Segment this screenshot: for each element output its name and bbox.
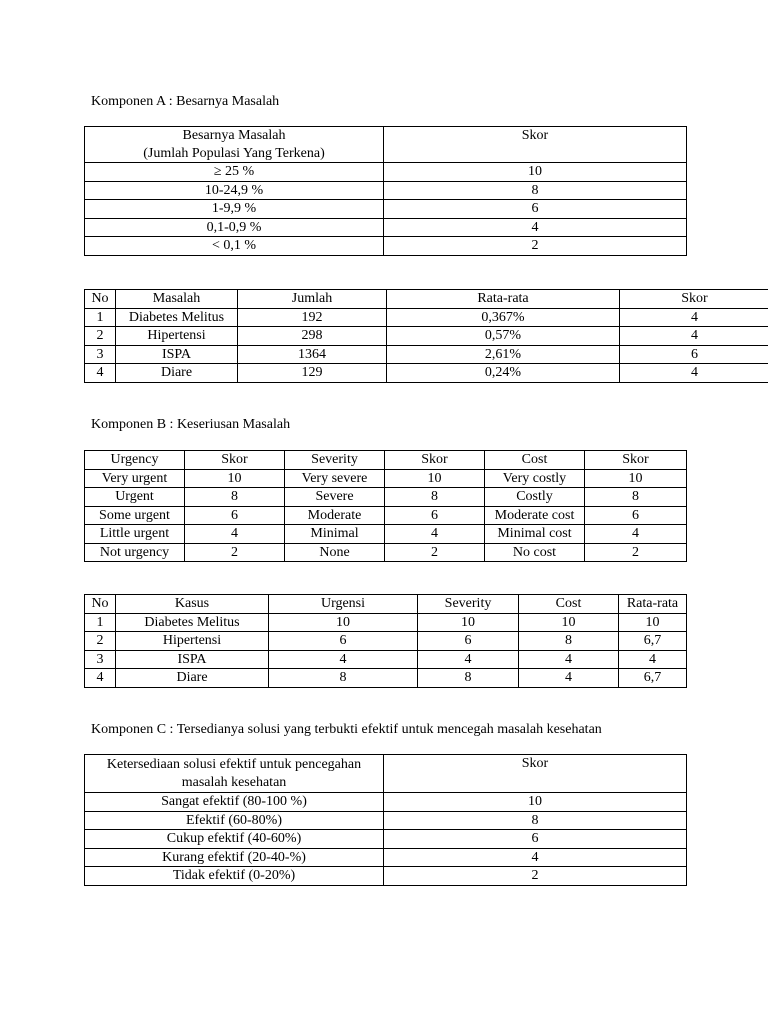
score-cell: 4 [384, 848, 687, 867]
table-cell: 4 [185, 525, 285, 544]
table-row [85, 848, 687, 867]
table-cell: Severe [285, 488, 385, 507]
header-cell: Cost [485, 451, 585, 470]
table-cell: Minimal cost [485, 525, 585, 544]
table-row [85, 181, 687, 200]
table-cell: ISPA [116, 345, 238, 364]
table-header-row [85, 127, 687, 163]
table-cell: 4 [85, 364, 116, 383]
level-cell: Efektif (60-80%) [85, 811, 384, 830]
header-cell: Rata-rata [387, 290, 620, 309]
solution-header: Ketersediaan solusi efektif untuk pencegahan masalah kesehatan [85, 755, 384, 793]
range-cell: < 0,1 % [85, 237, 384, 256]
table-cell: 4 [519, 669, 619, 688]
table-row [85, 469, 687, 488]
table-cell: 6 [269, 632, 418, 651]
table-row [85, 163, 687, 182]
magnitude-header [85, 127, 384, 163]
header-cell: No [85, 290, 116, 309]
table-cell: 129 [238, 364, 387, 383]
table-cell: 3 [85, 650, 116, 669]
table-row [85, 830, 687, 849]
table-row [85, 613, 687, 632]
table-cell: No cost [485, 543, 585, 562]
table-cell: 4 [519, 650, 619, 669]
table-cell: 8 [585, 488, 687, 507]
table-row [85, 867, 687, 886]
score-cell: 8 [384, 181, 687, 200]
table-cell: 2 [185, 543, 285, 562]
table-cell: 6 [185, 506, 285, 525]
table-cell: Diabetes Melitus [116, 613, 269, 632]
table-cell: 8 [269, 669, 418, 688]
header-cell: Skor [620, 290, 768, 309]
table-header-row [85, 595, 687, 614]
table-cell: Moderate [285, 506, 385, 525]
table-cell: Very urgent [85, 469, 185, 488]
table-row [85, 525, 687, 544]
table-cell: 192 [238, 308, 387, 327]
table-cell: 298 [238, 327, 387, 346]
table-cell: 6 [620, 345, 768, 364]
header-cell: Urgensi [269, 595, 418, 614]
level-cell: Tidak efektif (0-20%) [85, 867, 384, 886]
score-cell: 2 [384, 237, 687, 256]
magnitude-criteria-table [84, 126, 687, 256]
table-cell: 2 [85, 327, 116, 346]
table-cell: 6 [385, 506, 485, 525]
table-cell: Costly [485, 488, 585, 507]
table-cell: 4 [418, 650, 519, 669]
header-cell: Skor [585, 451, 687, 470]
table-cell: 1 [85, 613, 116, 632]
table-cell: 4 [269, 650, 418, 669]
header-cell: Severity [418, 595, 519, 614]
table-row [85, 345, 768, 364]
table-row [85, 237, 687, 256]
table-cell: Little urgent [85, 525, 185, 544]
table-cell: 2 [85, 632, 116, 651]
table-cell: Hipertensi [116, 327, 238, 346]
table-row [85, 200, 687, 219]
header-cell: Skor [185, 451, 285, 470]
header-cell: Cost [519, 595, 619, 614]
level-cell: Cukup efektif (40-60%) [85, 830, 384, 849]
table-cell: 8 [185, 488, 285, 507]
table-cell: None [285, 543, 385, 562]
range-cell: 1-9,9 % [85, 200, 384, 219]
table-cell: Moderate cost [485, 506, 585, 525]
range-cell: 0,1-0,9 % [85, 218, 384, 237]
header-cell: Kasus [116, 595, 269, 614]
score-cell: 8 [384, 811, 687, 830]
table-cell: 10 [269, 613, 418, 632]
header-cell: Rata-rata [619, 595, 687, 614]
table-row [85, 793, 687, 812]
table-row [85, 308, 768, 327]
table-cell: 10 [619, 613, 687, 632]
score-cell: 6 [384, 200, 687, 219]
table-header-row [85, 755, 687, 793]
table-header-row [85, 451, 687, 470]
table-cell: 4 [585, 525, 687, 544]
table-row [85, 218, 687, 237]
header-cell: Severity [285, 451, 385, 470]
range-cell: ≥ 25 % [85, 163, 384, 182]
table-cell: 8 [418, 669, 519, 688]
table-cell: 0,24% [387, 364, 620, 383]
header-cell: No [85, 595, 116, 614]
table-cell: 1364 [238, 345, 387, 364]
table-cell: ISPA [116, 650, 269, 669]
table-row [85, 811, 687, 830]
score-cell: 6 [384, 830, 687, 849]
table-cell: Very severe [285, 469, 385, 488]
table-row [85, 543, 687, 562]
table-cell: Urgent [85, 488, 185, 507]
table-cell: 8 [385, 488, 485, 507]
table-row [85, 650, 687, 669]
section-b-heading: Komponen B : Keseriusan Masalah [91, 417, 291, 432]
header-cell: Jumlah [238, 290, 387, 309]
table-cell: 2,61% [387, 345, 620, 364]
score-cell: 4 [384, 218, 687, 237]
seriousness-criteria-table [84, 450, 687, 562]
score-cell: 10 [384, 163, 687, 182]
score-cell: 2 [384, 867, 687, 886]
section-a-heading: Komponen A : Besarnya Masalah [91, 94, 280, 109]
table-cell: Diabetes Melitus [116, 308, 238, 327]
table-cell: 6 [585, 506, 687, 525]
table-cell: Some urgent [85, 506, 185, 525]
table-cell: 2 [585, 543, 687, 562]
table-cell: 4 [385, 525, 485, 544]
header-cell: Urgency [85, 451, 185, 470]
table-cell: 1 [85, 308, 116, 327]
table-row [85, 364, 768, 383]
table-cell: 6,7 [619, 669, 687, 688]
header-cell: Masalah [116, 290, 238, 309]
header-cell: Skor [385, 451, 485, 470]
table-row [85, 506, 687, 525]
score-cell: 10 [384, 793, 687, 812]
table-row [85, 669, 687, 688]
table-cell: 10 [185, 469, 285, 488]
seriousness-cases-table [84, 594, 687, 688]
table-cell: Very costly [485, 469, 585, 488]
table-cell: 10 [418, 613, 519, 632]
table-header-row [85, 290, 768, 309]
table-cell: 0,57% [387, 327, 620, 346]
table-cell: 6 [418, 632, 519, 651]
table-row [85, 327, 768, 346]
table-cell: 3 [85, 345, 116, 364]
score-header: Skor [384, 755, 687, 793]
table-cell: 10 [385, 469, 485, 488]
table-cell: 8 [519, 632, 619, 651]
magnitude-cases-table [84, 289, 768, 383]
table-cell: Not urgency [85, 543, 185, 562]
table-cell: Minimal [285, 525, 385, 544]
table-cell: 4 [620, 364, 768, 383]
level-cell: Sangat efektif (80-100 %) [85, 793, 384, 812]
table-cell: 4 [620, 308, 768, 327]
magnitude-header-line1: Besarnya Masalah [182, 128, 286, 143]
table-cell: 4 [619, 650, 687, 669]
table-cell: 10 [585, 469, 687, 488]
table-row [85, 488, 687, 507]
table-cell: 4 [620, 327, 768, 346]
table-cell: 6,7 [619, 632, 687, 651]
table-cell: Diare [116, 364, 238, 383]
table-row [85, 632, 687, 651]
magnitude-header-line2: (Jumlah Populasi Yang Terkena) [143, 145, 325, 161]
table-cell: 4 [85, 669, 116, 688]
range-cell: 10-24,9 % [85, 181, 384, 200]
table-cell: Diare [116, 669, 269, 688]
table-cell: 0,367% [387, 308, 620, 327]
solution-criteria-table [84, 754, 687, 886]
table-cell: 10 [519, 613, 619, 632]
table-cell: Hipertensi [116, 632, 269, 651]
table-cell: 2 [385, 543, 485, 562]
score-header: Skor [384, 127, 687, 163]
section-c-heading: Komponen C : Tersedianya solusi yang terbukti efektif untuk mencegah masalah kesehatan [91, 722, 602, 737]
level-cell: Kurang efektif (20-40-%) [85, 848, 384, 867]
